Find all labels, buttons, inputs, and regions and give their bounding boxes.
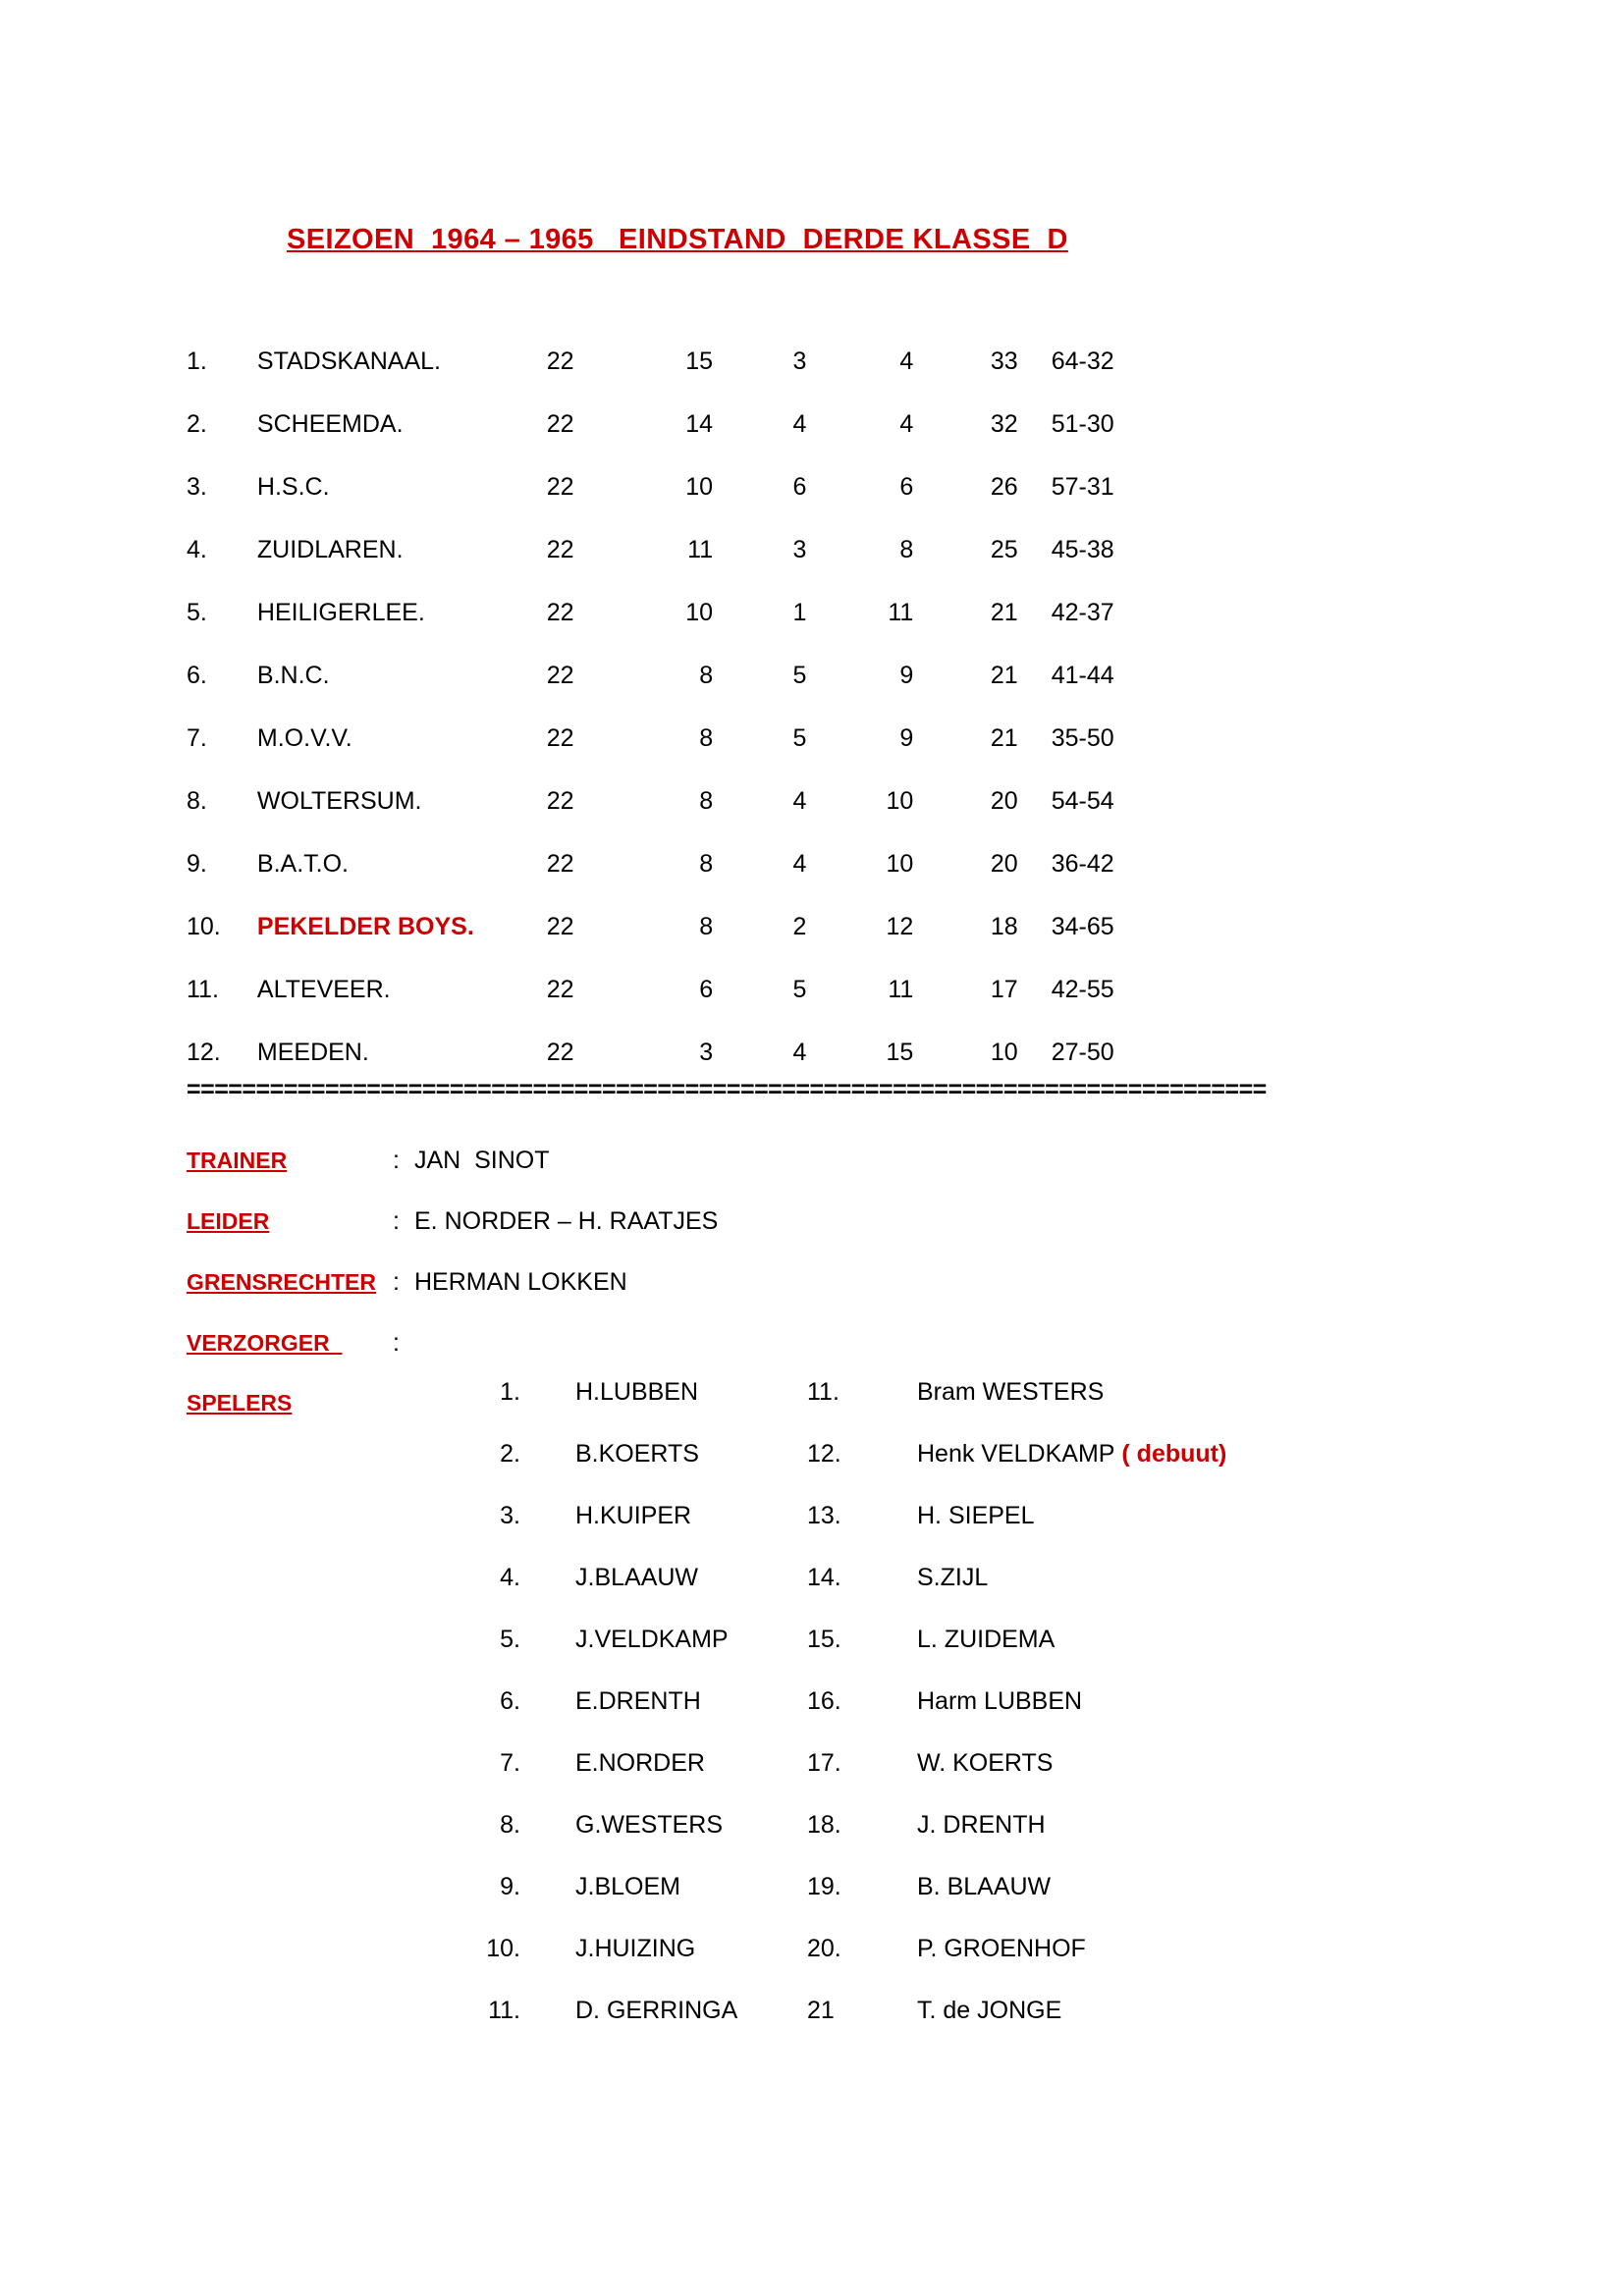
standings-points: 17 [990, 975, 1018, 1003]
standings-won: 11 [687, 535, 714, 563]
standings-position: 8. [187, 786, 207, 815]
standings-table [187, 330, 1178, 1084]
player-number-right: 20. [807, 1935, 841, 1962]
standings-drawn: 5 [792, 975, 807, 1003]
player-number-left: 8. [500, 1811, 520, 1839]
standings-team: SCHEEMDA. [256, 409, 404, 438]
player-number-left: 11. [488, 1997, 520, 2024]
standings-points: 21 [990, 723, 1018, 752]
player-name-right-text: W. KOERTS [917, 1749, 1054, 1777]
list-item [473, 1564, 1455, 1626]
player-name-left: B.KOERTS [575, 1440, 699, 1468]
standings-goals: 36-42 [1051, 849, 1114, 878]
table-row [187, 895, 1178, 958]
standings-won: 8 [699, 661, 714, 689]
standings-points: 21 [990, 661, 1018, 689]
standings-played: 22 [546, 723, 574, 752]
player-name-left: H.LUBBEN [575, 1378, 699, 1406]
staff-role-value: JAN SINOT [414, 1147, 550, 1174]
list-item [473, 1749, 1455, 1811]
player-name-right [917, 1873, 1051, 1901]
standings-won: 10 [685, 598, 714, 626]
player-number-left: 2. [500, 1440, 520, 1468]
section-divider: ============================================================================== [187, 1076, 1267, 1103]
player-name-right-text: S.ZIJL [917, 1564, 989, 1591]
standings-won: 8 [699, 912, 714, 940]
player-name-right [917, 1749, 1053, 1778]
standings-played: 22 [546, 849, 574, 878]
table-row [187, 770, 1178, 832]
staff-role-label: VERZORGER [187, 1330, 343, 1356]
standings-position: 10. [187, 912, 221, 940]
standings-lost: 10 [886, 786, 914, 815]
standings-goals: 27-50 [1051, 1038, 1114, 1066]
standings-position: 7. [187, 723, 207, 752]
standings-team: ALTEVEER. [256, 975, 391, 1003]
player-name-left: J.BLOEM [575, 1873, 680, 1900]
standings-points: 26 [990, 472, 1018, 501]
standings-played: 22 [546, 598, 574, 626]
player-number-right: 13. [807, 1502, 841, 1529]
staff-role-value: E. NORDER – H. RAATJES [414, 1207, 719, 1235]
player-number-right: 14. [807, 1564, 841, 1591]
standings-goals: 42-37 [1051, 598, 1114, 626]
standings-goals: 64-32 [1051, 347, 1114, 375]
player-name-right-text: J. DRENTH [917, 1811, 1046, 1839]
player-number-left: 1. [500, 1378, 520, 1406]
standings-lost: 15 [886, 1038, 914, 1066]
standings-position: 11. [187, 975, 219, 1003]
standings-played: 22 [546, 1038, 574, 1066]
standings-position: 9. [187, 849, 207, 878]
player-number-left: 10. [486, 1935, 520, 1962]
standings-played: 22 [546, 661, 574, 689]
standings-drawn: 3 [792, 535, 807, 563]
player-name-right-text: Harm LUBBEN [917, 1687, 1083, 1715]
staff-colon: : [393, 1268, 400, 1296]
table-row [187, 644, 1178, 707]
standings-won: 14 [685, 409, 714, 438]
player-name-left: D. GERRINGA [575, 1997, 738, 2024]
standings-position: 4. [187, 535, 207, 563]
standings-drawn: 2 [792, 912, 807, 940]
player-name-right-text: Bram WESTERS [917, 1378, 1105, 1406]
table-row [187, 330, 1178, 393]
player-name-right [917, 1997, 1061, 2025]
standings-lost: 6 [899, 472, 914, 501]
standings-position: 6. [187, 661, 207, 689]
player-name-right [917, 1626, 1055, 1654]
standings-points: 20 [990, 849, 1018, 878]
player-name-left: H.KUIPER [575, 1502, 692, 1529]
standings-drawn: 5 [792, 723, 807, 752]
standings-points: 32 [990, 409, 1018, 438]
standings-team: HEILIGERLEE. [256, 598, 425, 626]
list-item [473, 1502, 1455, 1564]
standings-points: 18 [990, 912, 1018, 940]
standings-position: 5. [187, 598, 207, 626]
standings-drawn: 4 [792, 849, 807, 878]
standings-played: 22 [546, 472, 574, 501]
player-number-right: 18. [807, 1811, 841, 1839]
table-row [187, 393, 1178, 455]
standings-won: 8 [699, 786, 714, 815]
standings-drawn: 1 [792, 598, 807, 626]
standings-won: 6 [699, 975, 714, 1003]
player-name-right [917, 1564, 988, 1592]
player-number-left: 5. [500, 1626, 520, 1653]
standings-points: 25 [990, 535, 1018, 563]
standings-team: WOLTERSUM. [256, 786, 422, 815]
standings-position: 12. [187, 1038, 221, 1066]
standings-drawn: 3 [792, 347, 807, 375]
table-row [187, 455, 1178, 518]
standings-won: 10 [685, 472, 714, 501]
player-number-left: 9. [500, 1873, 520, 1900]
standings-lost: 9 [899, 661, 914, 689]
player-name-right-text: B. BLAAUW [917, 1873, 1052, 1900]
table-row [187, 832, 1178, 895]
list-item [473, 1378, 1455, 1440]
player-number-right: 12. [807, 1440, 841, 1468]
staff-row [187, 1268, 1365, 1329]
standings-played: 22 [546, 975, 574, 1003]
player-name-right [917, 1811, 1046, 1840]
player-number-right: 19. [807, 1873, 841, 1900]
list-item [473, 1687, 1455, 1749]
standings-lost: 11 [888, 975, 914, 1003]
standings-position: 3. [187, 472, 207, 501]
player-name-left: E.DRENTH [575, 1687, 701, 1715]
standings-played: 22 [546, 912, 574, 940]
standings-points: 20 [990, 786, 1018, 815]
player-name-left: J.VELDKAMP [575, 1626, 729, 1653]
table-row [187, 518, 1178, 581]
table-row [187, 1021, 1178, 1084]
player-number-left: 6. [500, 1687, 520, 1715]
standings-team: M.O.V.V. [256, 723, 352, 752]
standings-drawn: 4 [792, 1038, 807, 1066]
player-name-right-text: T. de JONGE [917, 1997, 1062, 2024]
standings-won: 15 [685, 347, 714, 375]
standings-goals: 35-50 [1051, 723, 1114, 752]
list-item [473, 1997, 1455, 2058]
standings-goals: 41-44 [1051, 661, 1114, 689]
page-title: SEIZOEN 1964 – 1965 EINDSTAND DERDE KLASSE D [287, 224, 1068, 255]
standings-played: 22 [546, 347, 574, 375]
player-number-right: 15. [807, 1626, 841, 1653]
standings-team: PEKELDER BOYS. [256, 912, 474, 940]
standings-goals: 42-55 [1051, 975, 1114, 1003]
standings-lost: 9 [899, 723, 914, 752]
standings-lost: 11 [888, 598, 914, 626]
standings-played: 22 [546, 535, 574, 563]
staff-role-value: HERMAN LOKKEN [414, 1268, 627, 1296]
player-name-right [917, 1502, 1035, 1530]
standings-team: B.A.T.O. [256, 849, 349, 878]
player-number-left: 7. [500, 1749, 520, 1777]
player-name-right-text: P. GROENHOF [917, 1935, 1086, 1962]
standings-played: 22 [546, 786, 574, 815]
standings-points: 21 [990, 598, 1018, 626]
standings-lost: 4 [899, 409, 914, 438]
list-item [473, 1873, 1455, 1935]
player-number-right: 17. [807, 1749, 841, 1777]
standings-points: 33 [990, 347, 1018, 375]
player-name-right [917, 1687, 1082, 1716]
table-row [187, 707, 1178, 770]
player-number-right: 21 [807, 1997, 835, 2024]
players-list [473, 1378, 1455, 2058]
standings-drawn: 4 [792, 786, 807, 815]
standings-position: 1. [187, 347, 207, 375]
standings-won: 3 [699, 1038, 714, 1066]
player-name-right [917, 1935, 1086, 1963]
player-name-left: J.HUIZING [575, 1935, 696, 1962]
standings-team: ZUIDLAREN. [256, 535, 404, 563]
player-name-right-text: Henk VELDKAMP [917, 1440, 1115, 1468]
standings-team: H.S.C. [256, 472, 330, 501]
players-section-label: SPELERS [187, 1390, 293, 1415]
player-name-right [917, 1378, 1104, 1407]
standings-goals: 34-65 [1051, 912, 1114, 940]
list-item [473, 1440, 1455, 1502]
staff-role-label: GRENSRECHTER [187, 1269, 376, 1295]
table-row [187, 958, 1178, 1021]
staff-role-label: TRAINER [187, 1148, 288, 1173]
player-debut-note: ( debuut) [1114, 1440, 1227, 1468]
player-number-left: 3. [500, 1502, 520, 1529]
standings-lost: 12 [886, 912, 914, 940]
staff-row [187, 1207, 1365, 1268]
standings-drawn: 4 [792, 409, 807, 438]
player-number-left: 4. [500, 1564, 520, 1591]
staff-colon: : [393, 1147, 400, 1174]
standings-drawn: 6 [792, 472, 807, 501]
standings-table-body [187, 330, 1178, 1084]
standings-team: STADSKANAAL. [256, 347, 442, 375]
list-item [473, 1811, 1455, 1873]
standings-team: MEEDEN. [256, 1038, 369, 1066]
player-number-right: 11. [807, 1378, 839, 1406]
player-name-right [917, 1440, 1226, 1468]
standings-won: 8 [699, 723, 714, 752]
list-item [473, 1935, 1455, 1997]
standings-won: 8 [699, 849, 714, 878]
standings-played: 22 [546, 409, 574, 438]
standings-goals: 45-38 [1051, 535, 1114, 563]
player-name-left: E.NORDER [575, 1749, 705, 1777]
staff-role-label: LEIDER [187, 1208, 270, 1234]
standings-drawn: 5 [792, 661, 807, 689]
staff-row [187, 1147, 1365, 1207]
player-name-right-text: H. SIEPEL [917, 1502, 1035, 1529]
standings-goals: 57-31 [1051, 472, 1114, 501]
player-number-right: 16. [807, 1687, 841, 1715]
table-row [187, 581, 1178, 644]
standings-lost: 4 [899, 347, 914, 375]
standings-points: 10 [990, 1038, 1018, 1066]
player-name-left: G.WESTERS [575, 1811, 724, 1839]
standings-lost: 8 [899, 535, 914, 563]
list-item [473, 1626, 1455, 1687]
player-name-left: J.BLAAUW [575, 1564, 699, 1591]
standings-goals: 54-54 [1051, 786, 1114, 815]
standings-lost: 10 [886, 849, 914, 878]
staff-colon: : [393, 1329, 400, 1357]
standings-position: 2. [187, 409, 207, 438]
standings-team: B.N.C. [256, 661, 330, 689]
player-name-right-text: L. ZUIDEMA [917, 1626, 1056, 1653]
standings-goals: 51-30 [1051, 409, 1114, 438]
staff-colon: : [393, 1207, 400, 1235]
